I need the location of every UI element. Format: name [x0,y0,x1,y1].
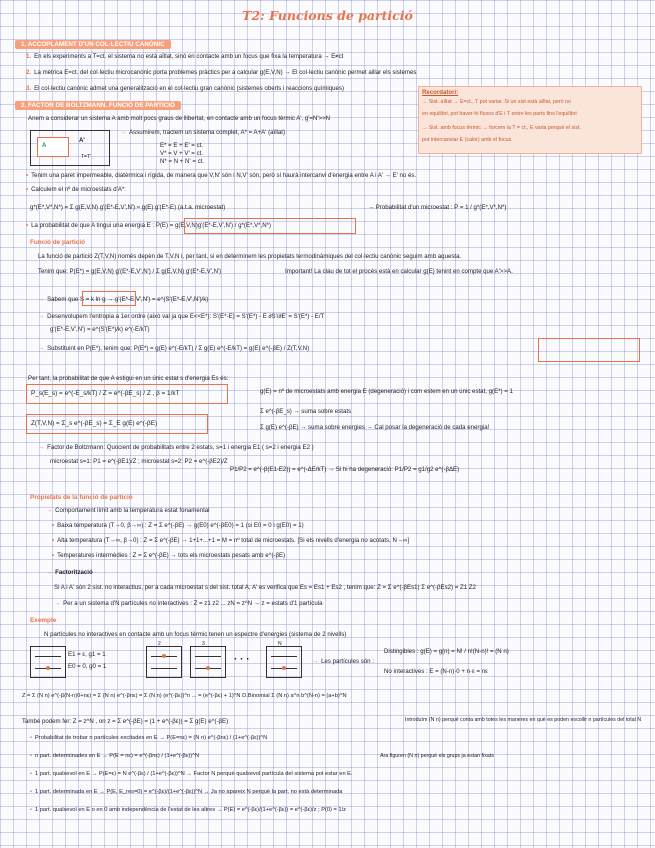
fp-line: La funció de partició Z(T,V,N) només depèn de T,V,N i, per tant, si en determinem les propietats termodinàmiques del col·lectiu canònic seguim amb aquesta. [38,253,462,260]
z-note: Σ g(E) e^(-βE) → suma sobre energies → Cal posar la degeneració de cada energia! [260,424,490,431]
boltzmann-line: P1/P2 = e^(-β(E1-E2)) = e^(-ΔE/kT) → Si hi ha degeneració: P1/P2 = g1/g2 e^(-βΔE) [230,466,460,473]
props-line: • Baixa temperatura (T→0, β→∞) : Z = Σ e^(-βE) → g(E0) e^(-βE0) = 1 (si E0 = 0 i g(E0) = 1) [52,522,304,529]
section-header-1: 1. ACCOPLAMENT D'UN COL·LECTIU CANÒNIC [15,40,171,49]
box-number: 3 [202,641,205,647]
page-title: T2: Funcions de partició [242,8,413,23]
reminder-line: → Sist. amb focus tèrmic → forcem la T = ct., E varia perquè el sist. [422,125,581,131]
system-equation: E* = E + E' = ct. [160,142,203,149]
fp-line: → Sabem que S = k ln g → g'(E*-E,V',N') = e^(S'(E*-E,V',N')/k) [38,296,209,303]
bottom-line: • 1 part. determinada en E → P(E, E_res=0) = e^(-βε)/(1+e^(-βε))^N → Ja no apareix N perquè la part. no està determinada [30,789,343,795]
levels-box-3 [190,646,226,678]
reminder-box [418,86,642,154]
s2-intro: Anem a considerar un sistema A amb molt pocs graus de llibertat, en contacte amb un focus tèrmic A', g'=N'>>N [28,115,331,122]
reminder-title: Recordatori: [422,89,459,96]
subsection-partition-function: Funció de partició [30,239,86,246]
z-also: També podem fer: Z = z^N , on z = Σ e^(-βE) = (1 + e^(-βε)) = Σ g(E) e^(-βE) [22,718,229,725]
props-line: → Per a un sistema d'N partícules no interactives : Z = z1 z2 ... zN = z^N → z = estats d'1 partícula [54,600,323,607]
z-note: Σ e^(-βE_s) → suma sobre estats [260,408,352,415]
bottom-line: • n part. determinades en E → P(E = nε) = e^(-βnε) / (1+e^(-βε))^N [30,753,199,759]
levels-box-n [266,646,302,678]
example-right: No interactives : E = (N-n)·0 + n·ε = nε [384,668,488,675]
probability-box [184,218,356,234]
fp-important: Important! La clau de tot el procés està en calcular g(E) tenint en compte que A'>>A. [285,268,513,275]
binomial-note: Ara figuren (N n) perquè els grups ja estan fixats [380,753,494,759]
example-right: → Les partícules són : [312,658,374,665]
props-line: → Factorització [46,569,93,576]
probability-line: Per tant, la probabilitat de que A estigui en un únic estat s d'energia Es és: [28,375,229,382]
partition-function-box [26,414,208,434]
subsection-example: Exemple [30,617,57,624]
binomial-intro: Introduïm (N n) perquè conta amb totes les maneres en què es poden escollir n partícules del total N [405,717,642,723]
level-e1: E1 = ε, g1 = 1 [68,651,106,658]
reminder-line: → Sist. aïllat → E=ct., T pot variar. Si un sist està aïllat, però no [422,99,571,105]
bottom-line: • Probabilitat de trobar n partícules excitades en E → P(E=nε) = (N n) e^(-βnε) / (1+e^(-βε))^N [30,735,268,741]
levels-box-1 [30,646,66,678]
boltzmann-line: → Factor de Boltzmann: Quocient de probabilitats entre 2 estats, s=1 i energia E1 ( s=2 i energia E2 ) [38,444,314,451]
s1-item-1: 1. En els experiments a T=ct. el sistema no està aïllat, sinó en contacte amb un focus que fixa la temperatura → E≠ct [26,53,344,60]
s2-line: • La probabilitat de que A tingui una energia E : P(E) = g(E,V,N)g'(E*-E,V',N') / g*(E*,V*,N*) [26,222,272,229]
box-number: N [278,641,282,647]
fp-line: → Substituint en P(E*), tenim que: P(E*) = g(E) e^(-E/kT) / Σ g(E) e^(-E/kT) = g(E) e^(-βE) / Z(T,V,N) [38,345,310,352]
z-note: g(E) = nº de microestats amb energia E (degeneració) i com estem en un únic estat, g(E*) = 1 [260,388,513,395]
levels-box-2 [146,646,182,678]
level-e0: E0 = 0, g0 = 1 [68,663,107,670]
s2-line: • Calculem el nº de microestats d'A*: [26,186,126,193]
props-line: • Alta temperatura (T→∞, β→0) : Z = Σ e^(-βE) → 1+1+...+1 = M = nº total de microestats. [Si els nivells d'energia no acotats, N→∞] [52,537,410,544]
system-equation: N* = N + N' = ct. [160,158,205,165]
s1-item-2: 2. La mètrica E=ct. del col·lectiu microcanònic porta problemes pràctics per a calcular g(E,V,N) → El col·lectiu canònic permet aillar els sistemes [26,69,417,76]
z-long: Z = Σ (N n) e^(-β(N-n)0+nε) = Σ (N n) e^(-βnε) = Σ (N n) (e^(-βε))^n ... = (e^(-βε) + 1)^N D.Binomial Σ (N n) a^n b^(N-n) = (a+b)^N [22,693,347,699]
entropy-box [82,291,136,306]
result-box [538,338,640,362]
props-line: • Temperatures intermèdies : Z = Σ e^(-βE) → tots els microestats pesats amb e^(-βE) [52,552,286,559]
temperature-label: T=T' [81,154,91,160]
bottom-line: • 1 part. qualsevol en E → P(E=ε) = N e^(-βε) / (1+e^(-βε))^N → Factor N perquè qualsevol partícula del sistema pot estar en E. [30,771,353,777]
system-equation: V* = V + V' = ct. [160,150,203,157]
boltzmann-line: microestat s=1: P1 = e^(-βE1)/Z ; microestat s=2: P2 = e^(-βE2)/Z [50,458,228,465]
example-line: N partícules no interactives en contacte amb un focus tèrmic tenen un espectre d'energies (sistema de 2 nivells) [44,631,347,638]
state-probability: P_s(E_s) = e^(-E_s/kT) / Z = e^(-βE_s) / Z , β = 1/kT [31,390,180,397]
s1-item-3: 3. El col·lectiu canònic admet una generalització en el col·lectiu gran canònic (sistemes oberts i reaccions químiques) [26,85,345,92]
fp-line: Tenim que: P(E*) = g(E,V,N) g'(E*-E,V',N') / Σ g(E,V,N) g'(E*-E,V',N') [38,268,222,275]
box-number: 2 [158,641,161,647]
example-right: Distingibles : g(E) = g(n) = N! / n!(N-n)! = (N n) [384,648,509,655]
reminder-line: en equilibri, pot haver-hi fluxos d'E i T entre les parts fins l'equilibri [422,111,577,117]
section-header-2: 2. FACTOR DE BOLTZMANN. FUNCIÓ DE PARTICIÓ [15,101,181,110]
partition-function: Z(T,V,N) = Σ_s e^(-βE_s) = Σ_E g(E) e^(-βE) [31,420,158,427]
props-line: Si A i A' són 2 sist. no interactius, per a cada microestat s del sist. total A, A' es verifica que Es = Es1 + Es2 , tenim que: Z = Σ e^(-βEs1) Σ e^(-βEs2) = Z1 Z2 [54,584,476,591]
system-box [37,137,69,157]
ellipsis: · · · [234,654,250,665]
subsection-properties: Propietats de la funció de partició [30,494,133,501]
state-probability-box [26,384,228,404]
reminder-line: pot intercanviar E (calor) amb el focus. [422,137,513,143]
fp-line: → Desenvolupem l'entropia a 1er ordre (això val ja que E<<E*): S'(E*-E) = S'(E*) - E ∂S'/∂E' = S'(E*) - E/T [38,313,325,320]
s2-line: → Probabilitat d'un microestat : P = 1 / g*(E*,V*,N*) [368,204,507,211]
fp-line: g'(E*-E,V',N') = e^(S'(E*)/k) e^(-E/kT) [50,326,150,333]
system-equations-lead: → Assumirem, tractem un sistema complet, A* = A+A' (aïllat) [120,129,286,136]
s2-line: • Tenim una paret impermeable, diatèrmica i rígida, de manera que V,N' són i N,V' són, però sí haurà intercanvi d'energia entre A i A' → E' no és. [26,172,417,179]
s2-line: g*(E*,V*,N*) = Σ g(E,V,N) g'(E*-E,V',N') ≈ g(E) g'(E*-E) (a.t.a. microestat) [30,204,226,211]
system-label: A [42,142,47,149]
bottom-line: • 1 part. qualsevol en E o en 0 amb independència de l'estat de les altres → P(E) = e^(-βε)/(1+e^(-βε)) = e^(-βε)/z ; P(0) = 1/z [30,807,347,813]
reservoir-box [30,130,110,166]
reservoir-label: A' [79,137,85,144]
props-line: → Comportament límit amb la temperatura estat fonamental [46,507,210,514]
